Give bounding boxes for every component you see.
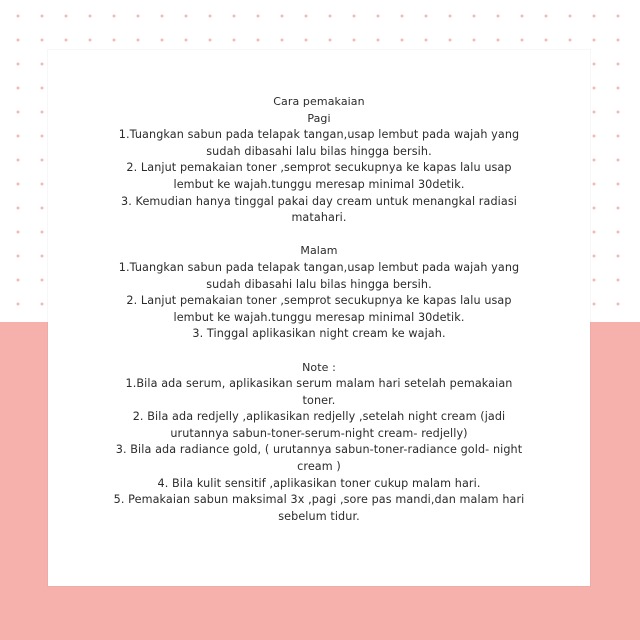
note-line-3: 2. Bila ada redjelly ,aplikasikan redjelly ,setelah night cream (jadi (132, 410, 506, 424)
note-line-6: cream ) (297, 460, 341, 474)
malam-heading: Malam (300, 244, 338, 258)
pagi-line-2: sudah dibasahi lalu bilas hingga bersih. (206, 144, 432, 158)
malam-line-5: 3. Tinggal aplikasikan night cream ke wajah. (192, 327, 446, 341)
note-line-7: 4. Bila kulit sensitif ,aplikasikan toner cukup malam hari. (157, 476, 481, 490)
note-heading: Note : (302, 360, 336, 374)
malam-line-4: lembut ke wajah.tunggu meresap minimal 30detik. (173, 310, 465, 324)
pagi-line-5: 3. Kemudian hanya tinggal pakai day cream untuk menangkal radiasi (121, 194, 517, 208)
note-line-1: 1.Bila ada serum, aplikasikan serum malam hari setelah pemakaian (125, 377, 513, 391)
note-line-8: 5. Pemakaian sabun maksimal 3x ,pagi ,sore pas mandi,dan malam hari (113, 493, 525, 507)
instructions-text (56, 94, 582, 525)
pagi-line-4: lembut ke wajah.tunggu meresap minimal 30detik. (173, 177, 465, 191)
malam-line-2: sudah dibasahi lalu bilas hingga bersih. (206, 277, 432, 291)
pagi-line-6: matahari. (291, 211, 347, 225)
title: Cara pemakaian (273, 95, 365, 108)
pagi-line-3: 2. Lanjut pemakaian toner ,semprot secukupnya ke kapas lalu usap (126, 161, 512, 175)
note-line-4: urutannya sabun-toner-serum-night cream- redjelly) (170, 426, 468, 440)
malam-line-3: 2. Lanjut pemakaian toner ,semprot secukupnya ke kapas lalu usap (126, 294, 512, 308)
instructions-card (48, 50, 590, 586)
pagi-line-1: 1.Tuangkan sabun pada telapak tangan,usap lembut pada wajah yang (118, 128, 520, 142)
note-line-9: sebelum tidur. (278, 509, 360, 523)
pagi-heading: Pagi (307, 111, 331, 125)
note-line-2: toner. (302, 393, 336, 407)
note-line-5: 3. Bila ada radiance gold, ( urutannya sabun-toner-radiance gold- night (115, 443, 523, 457)
section-gap (56, 227, 582, 244)
section-gap (56, 343, 582, 360)
malam-line-1: 1.Tuangkan sabun pada telapak tangan,usap lembut pada wajah yang (118, 260, 520, 274)
